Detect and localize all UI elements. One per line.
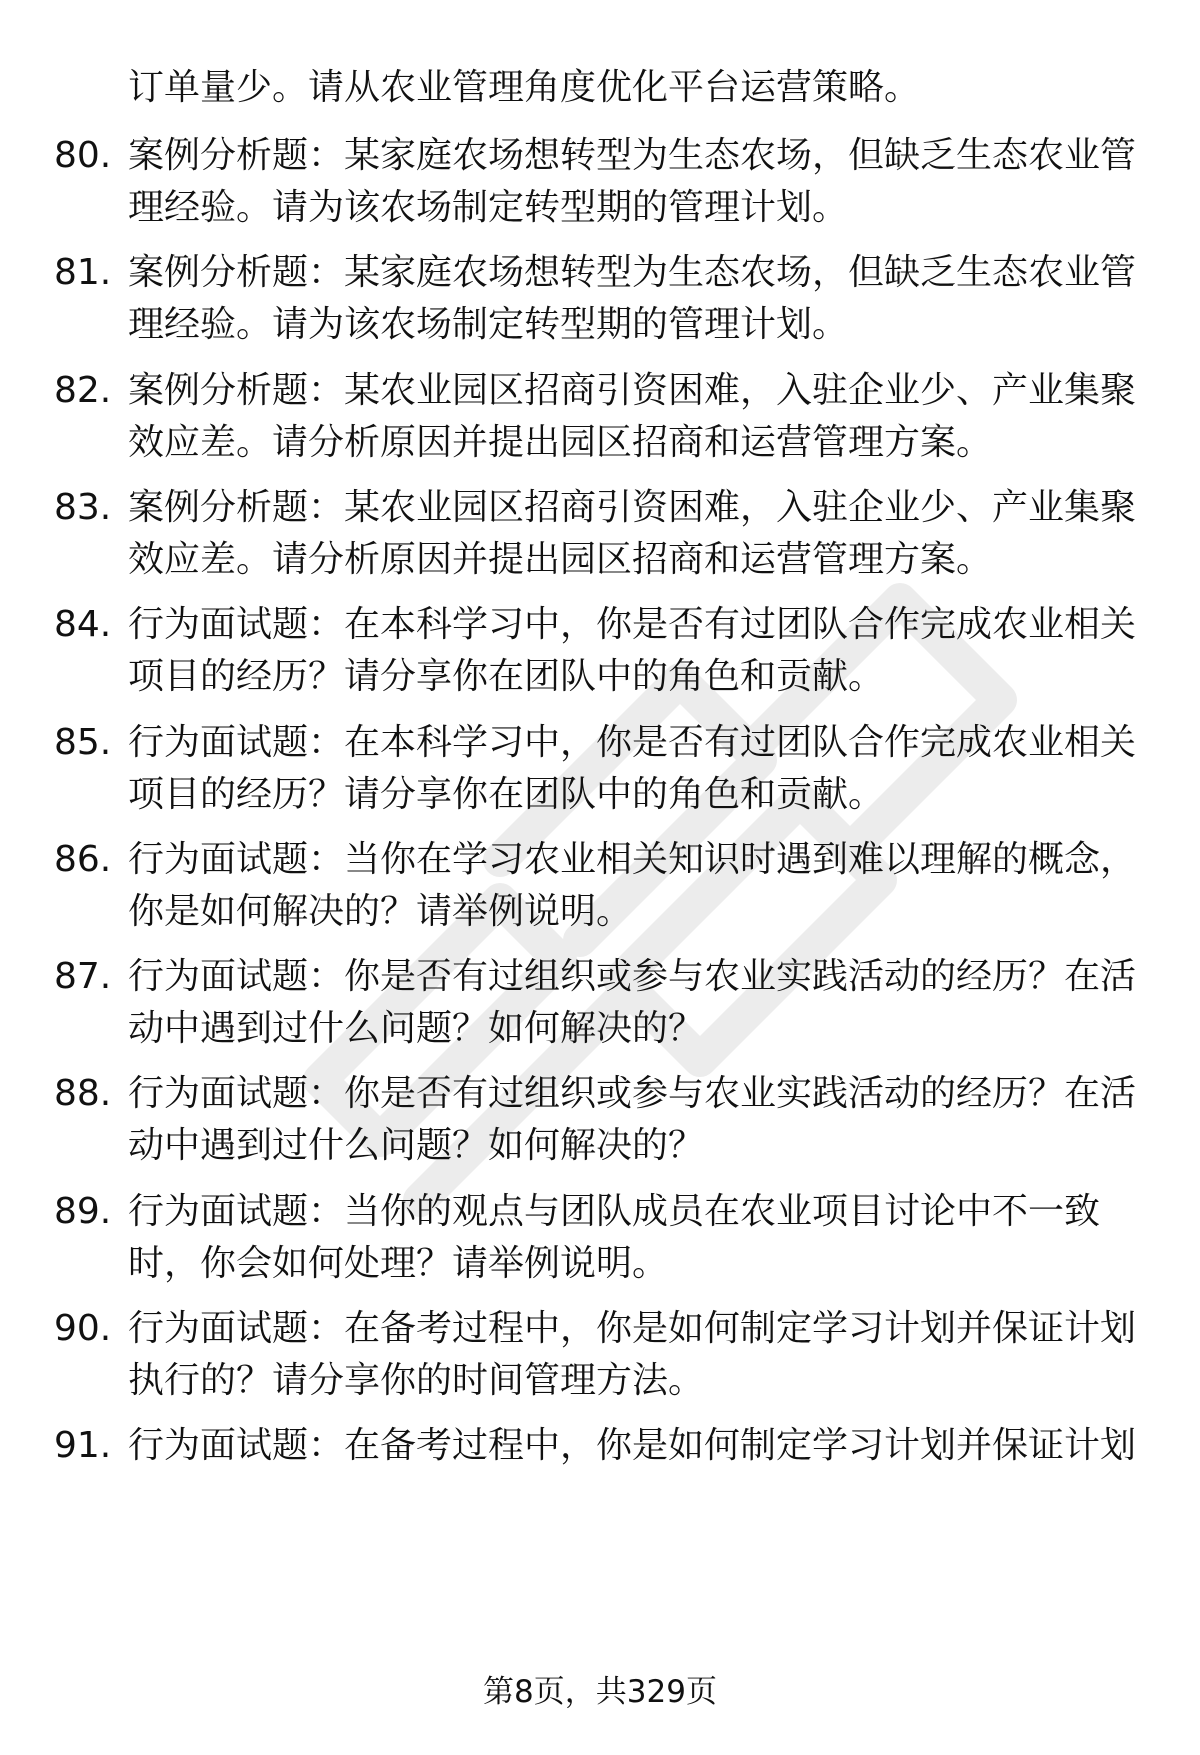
question-text-line: 案例分析题：某家庭农场想转型为生态农场，但缺乏生态农业管: [128, 135, 1137, 176]
question-number: 82.: [54, 369, 112, 411]
question-text-line: 执行的？请分享你的时间管理方法。: [128, 1360, 705, 1401]
question-text-line: 你是如何解决的？请举例说明。: [128, 890, 633, 932]
question-text-line: 项目的经历？请分享你在团队中的角色和贡献。: [128, 656, 885, 698]
question-number: 83.: [54, 486, 112, 528]
question-text-line: 行为面试题：在本科学习中，你是否有过团队合作完成农业相关: [128, 721, 1137, 763]
page-footer: 第8页，共329页: [483, 1674, 717, 1710]
question-number: 87.: [54, 956, 112, 998]
question-text-line: 行为面试题：你是否有过组织或参与农业实践活动的经历？在活: [128, 1073, 1137, 1115]
question-text-line: 效应差。请分析原因并提出园区招商和运营管理方案。: [128, 421, 993, 463]
question-text-line: 效应差。请分析原因并提出园区招商和运营管理方案。: [128, 538, 993, 580]
question-number: 81.: [54, 252, 112, 294]
question-text-line: 行为面试题：在备考过程中，你是如何制定学习计划并保证计划: [128, 1308, 1137, 1349]
question-text-line: 时，你会如何处理？请举例说明。: [128, 1242, 669, 1284]
question-number: 86.: [54, 838, 112, 880]
continuation-line: 订单量少。请从农业管理角度优化平台运营策略。: [128, 67, 921, 108]
question-number: 90.: [54, 1308, 112, 1349]
question-text-line: 理经验。请为该农场制定转型期的管理计划。: [128, 187, 849, 228]
question-number: 91.: [54, 1425, 112, 1467]
question-number: 84.: [54, 604, 112, 646]
question-text-line: 理经验。请为该农场制定转型期的管理计划。: [128, 304, 849, 346]
question-number: 80.: [54, 135, 112, 176]
question-number: 85.: [54, 721, 112, 763]
question-text-line: 动中遇到过什么问题？如何解决的？: [128, 1008, 705, 1050]
question-text-line: 项目的经历？请分享你在团队中的角色和贡献。: [128, 773, 885, 815]
question-text-line: 行为面试题：在本科学习中，你是否有过团队合作完成农业相关: [128, 604, 1137, 646]
question-text-line: 案例分析题：某农业园区招商引资困难，入驻企业少、产业集聚: [128, 486, 1137, 528]
question-text-line: 案例分析题：某农业园区招商引资困难，入驻企业少、产业集聚: [128, 369, 1137, 411]
question-text-line: 行为面试题：当你的观点与团队成员在农业项目讨论中不一致: [128, 1190, 1101, 1232]
question-text-line: 案例分析题：某家庭农场想转型为生态农场，但缺乏生态农业管: [128, 252, 1137, 294]
question-text-line: 动中遇到过什么问题？如何解决的？: [128, 1125, 705, 1167]
question-number: 88.: [54, 1073, 112, 1115]
question-text-line: 行为面试题：你是否有过组织或参与农业实践活动的经历？在活: [128, 956, 1137, 998]
question-number: 89.: [54, 1190, 112, 1232]
question-text-line: 行为面试题：在备考过程中，你是如何制定学习计划并保证计划: [128, 1425, 1137, 1467]
question-text-line: 行为面试题：当你在学习农业相关知识时遇到难以理解的概念，: [128, 838, 1137, 880]
